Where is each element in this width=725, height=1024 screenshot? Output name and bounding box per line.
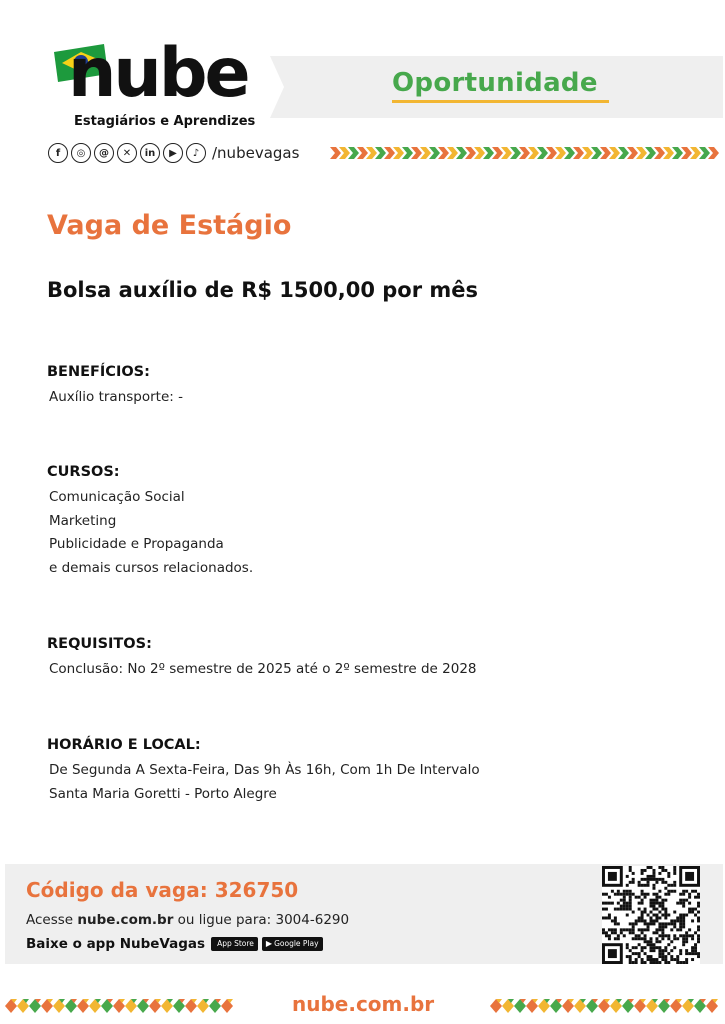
requirements-section [47,636,477,682]
section-line: e demais cursos relacionados. [49,559,254,576]
section-line: Publicidade e Propaganda [49,536,224,552]
decorative-chevron-strip [330,146,722,160]
facebook-icon[interactable]: f [48,143,68,163]
benefits-section [47,364,183,410]
app-store-badge[interactable] [211,937,258,951]
google-play-label: Google Play [274,939,319,948]
logo-subtitle: Estagiários e Aprendizes [74,114,256,129]
section-line: Auxílio transporte: - [49,389,183,405]
app-store-label: App Store [217,939,254,948]
page-title: Vaga de Estágio [47,210,292,241]
banner-underline [392,100,609,103]
play-icon: ▶ [265,939,273,948]
threads-icon[interactable]: @ [94,143,114,163]
stipend-text: Bolsa auxílio de R$ 1500,00 por mês [47,278,479,302]
section-heading: CURSOS: [47,464,120,480]
courses-section [47,464,253,580]
social-row [48,142,299,164]
logo-wordmark: nube [68,34,248,113]
contact-middle: ou ligue para: [173,912,276,928]
decorative-pattern-left [5,996,241,1016]
banner-title: Oportunidade [392,68,598,98]
contact-phone[interactable]: 3004-6290 [275,912,350,928]
tiktok-icon[interactable]: ♪ [186,143,206,163]
x-icon[interactable]: ✕ [117,143,137,163]
section-line: Marketing [49,512,117,529]
youtube-icon[interactable]: ▶ [163,143,183,163]
qr-code[interactable] [602,866,700,964]
app-label: Baixe o app NubeVagas [26,936,206,952]
site-link[interactable]: nube.com.br [292,992,435,1016]
google-play-badge[interactable] [262,937,323,951]
app-row [26,936,327,952]
decorative-pattern-right [490,996,722,1016]
section-line: De Segunda A Sexta-Feira, Das 9h Às 16h, Com 1h De Intervalo [49,762,480,778]
nube-logo [50,34,280,140]
contact-prefix: Acesse [26,912,78,928]
section-heading: REQUISITOS: [47,636,152,652]
section-line: Conclusão: No 2º semestre de 2025 até o 2º semestre de 2028 [49,661,477,677]
social-handle[interactable]: /nubevagas [212,144,300,162]
job-code: Código da vaga: 326750 [26,878,299,902]
schedule-section [47,737,480,806]
section-heading: HORÁRIO E LOCAL: [47,737,201,753]
section-line: Santa Maria Goretti - Porto Alegre [49,785,277,802]
linkedin-icon[interactable]: in [140,143,160,163]
instagram-icon[interactable]: ◎ [71,143,91,163]
contact-site-link[interactable]: nube.com.br [77,912,174,928]
contact-line [26,912,349,928]
section-line: Comunicação Social [49,489,185,505]
section-heading: BENEFÍCIOS: [47,364,150,380]
